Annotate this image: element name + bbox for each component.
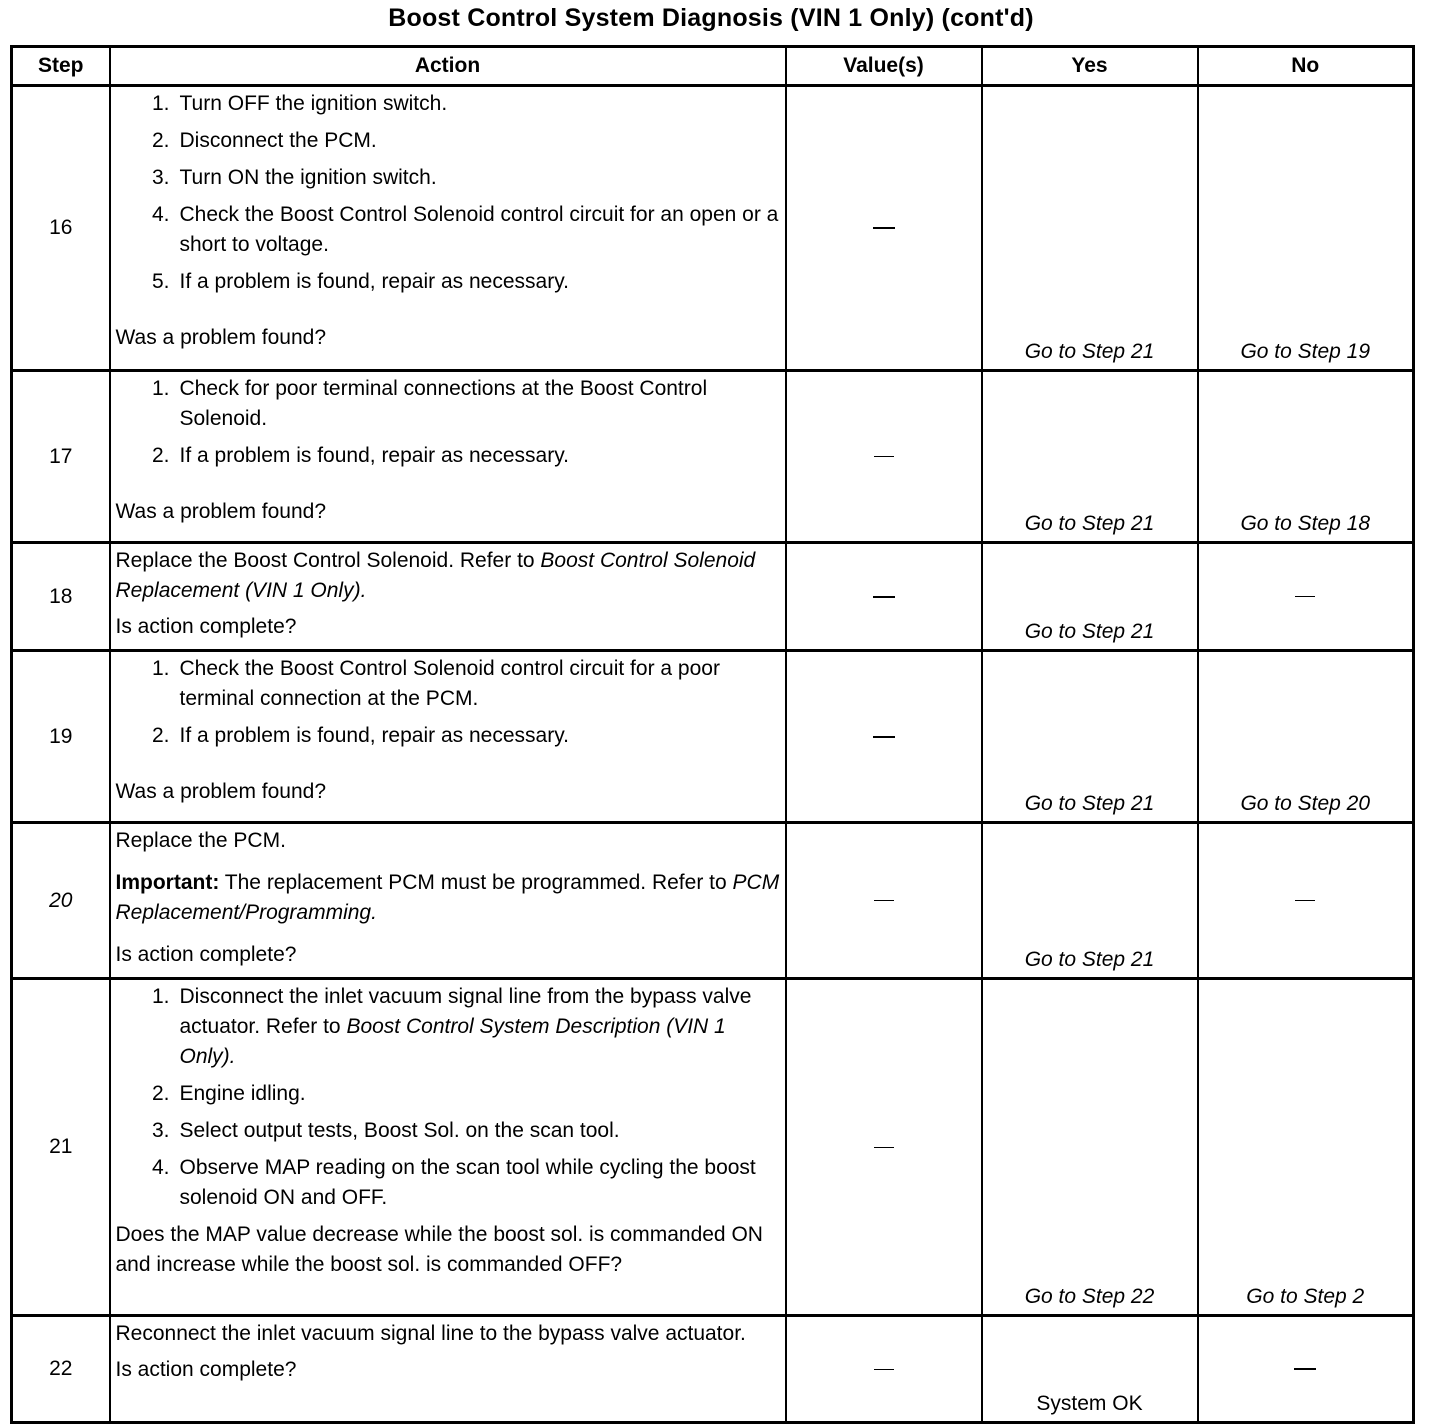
dash-mark xyxy=(1295,900,1315,901)
action-list xyxy=(116,89,781,297)
step-number: 18 xyxy=(12,543,110,651)
action-list xyxy=(116,654,781,751)
header-yes: Yes xyxy=(982,47,1198,86)
yes-cell xyxy=(982,86,1198,371)
dash-mark xyxy=(1294,1368,1316,1370)
action-cell xyxy=(110,979,786,1316)
no-result: Go to Step 19 xyxy=(1240,340,1371,363)
header-action: Action xyxy=(110,47,786,86)
list-item: 2. Engine idling. xyxy=(151,1082,306,1105)
table-row xyxy=(12,371,1414,543)
list-item: 3. Turn ON the ignition switch. xyxy=(151,166,437,189)
dash-mark xyxy=(873,227,895,229)
no-result: Go to Step 20 xyxy=(1240,792,1371,815)
action-list xyxy=(116,374,781,471)
yes-cell xyxy=(982,371,1198,543)
value-cell xyxy=(786,823,982,979)
yes-result: Go to Step 22 xyxy=(1024,1285,1155,1308)
action-cell xyxy=(110,1316,786,1423)
no-cell xyxy=(1198,979,1414,1316)
table-row xyxy=(12,823,1414,979)
header-row xyxy=(12,47,1414,86)
action-cell xyxy=(110,823,786,979)
step-number: 16 xyxy=(12,86,110,371)
dash-mark xyxy=(874,456,894,457)
yes-cell xyxy=(982,979,1198,1316)
no-result: Go to Step 2 xyxy=(1246,1285,1365,1308)
question-text: Was a problem found? xyxy=(115,500,327,523)
yes-result: Go to Step 21 xyxy=(1024,340,1155,363)
action-cell xyxy=(110,86,786,371)
yes-result: System OK xyxy=(1036,1392,1143,1415)
action-list xyxy=(116,982,781,1213)
list-item: 2. If a problem is found, repair as necessary. xyxy=(151,444,569,467)
no-result: Go to Step 18 xyxy=(1240,512,1371,535)
no-cell xyxy=(1198,651,1414,823)
header-values: Value(s) xyxy=(786,47,982,86)
no-cell xyxy=(1198,86,1414,371)
question-text: Was a problem found? xyxy=(115,780,327,803)
action-cell xyxy=(110,651,786,823)
list-item: 1. Check the Boost Control Solenoid control circuit for a poor terminal connection at the PCM. xyxy=(151,657,720,710)
action-cell xyxy=(110,543,786,651)
step-number: 17 xyxy=(12,371,110,543)
yes-result: Go to Step 21 xyxy=(1024,792,1155,815)
reference-link: Boost Control System Description (VIN 1 Only). xyxy=(179,1015,726,1068)
dash-mark xyxy=(874,1147,894,1148)
list-item: 4. Check the Boost Control Solenoid control circuit for an open or a short to voltage. xyxy=(151,203,779,256)
question-text: Is action complete? xyxy=(115,1358,297,1381)
question-text: Does the MAP value decrease while the boost sol. is commanded ON and increase while the boost sol. is commanded OFF? xyxy=(115,1223,763,1276)
step-number: 21 xyxy=(12,979,110,1316)
header-step: Step xyxy=(12,47,110,86)
yes-cell xyxy=(982,823,1198,979)
dash-mark xyxy=(873,736,895,738)
dash-mark xyxy=(874,900,894,901)
page-title: Boost Control System Diagnosis (VIN 1 Only) (cont'd) xyxy=(388,4,1034,32)
yes-cell xyxy=(982,651,1198,823)
no-cell xyxy=(1198,1316,1414,1423)
diagnosis-table xyxy=(10,45,1415,1424)
value-cell xyxy=(786,1316,982,1423)
important-note: Important: The replacement PCM must be programmed. Refer to PCM Replacement/Programming. xyxy=(115,871,780,924)
value-cell xyxy=(786,979,982,1316)
list-item: 4. Observe MAP reading on the scan tool while cycling the boost solenoid ON and OFF. xyxy=(151,1156,756,1209)
action-cell xyxy=(110,371,786,543)
yes-result: Go to Step 21 xyxy=(1024,948,1155,971)
value-cell xyxy=(786,543,982,651)
list-item: 1. Check for poor terminal connections at the Boost Control Solenoid. xyxy=(151,377,708,430)
table-row xyxy=(12,1316,1414,1423)
no-cell xyxy=(1198,543,1414,651)
value-cell xyxy=(786,651,982,823)
list-item: 5. If a problem is found, repair as necessary. xyxy=(151,270,569,293)
reference-link: PCM Replacement/Programming. xyxy=(115,871,780,924)
list-item: 2. If a problem is found, repair as necessary. xyxy=(151,724,569,747)
table-row xyxy=(12,543,1414,651)
dash-mark xyxy=(873,596,895,598)
yes-result: Go to Step 21 xyxy=(1024,620,1155,643)
list-item: 1. Disconnect the inlet vacuum signal line from the bypass valve actuator. Refer to Boost Control System Description (VIN 1 Only). xyxy=(151,985,752,1068)
value-cell xyxy=(786,86,982,371)
dash-mark xyxy=(874,1369,894,1370)
question-text: Is action complete? xyxy=(115,943,297,966)
yes-cell xyxy=(982,1316,1198,1423)
dash-mark xyxy=(1295,596,1315,597)
no-cell xyxy=(1198,823,1414,979)
question-text: Is action complete? xyxy=(115,615,297,638)
yes-cell xyxy=(982,543,1198,651)
header-no: No xyxy=(1198,47,1414,86)
list-item: 1. Turn OFF the ignition switch. xyxy=(151,92,448,115)
action-text: Reconnect the inlet vacuum signal line to the bypass valve actuator. xyxy=(115,1322,746,1345)
question-text: Was a problem found? xyxy=(115,326,327,349)
table-row xyxy=(12,979,1414,1316)
list-item: 2. Disconnect the PCM. xyxy=(151,129,377,152)
yes-result: Go to Step 21 xyxy=(1024,512,1155,535)
action-text: Replace the PCM. xyxy=(115,829,286,852)
no-cell xyxy=(1198,371,1414,543)
table-row xyxy=(12,651,1414,823)
value-cell xyxy=(786,371,982,543)
table-row xyxy=(12,86,1414,371)
step-number: 22 xyxy=(12,1316,110,1423)
step-number: 19 xyxy=(12,651,110,823)
step-number: 20 xyxy=(12,823,110,979)
reference-link: Boost Control Solenoid Replacement (VIN 1 Only). xyxy=(115,549,756,602)
action-text: Replace the Boost Control Solenoid. Refer to Boost Control Solenoid Replacement (VIN 1 Only). xyxy=(115,549,756,602)
list-item: 3. Select output tests, Boost Sol. on the scan tool. xyxy=(151,1119,620,1142)
